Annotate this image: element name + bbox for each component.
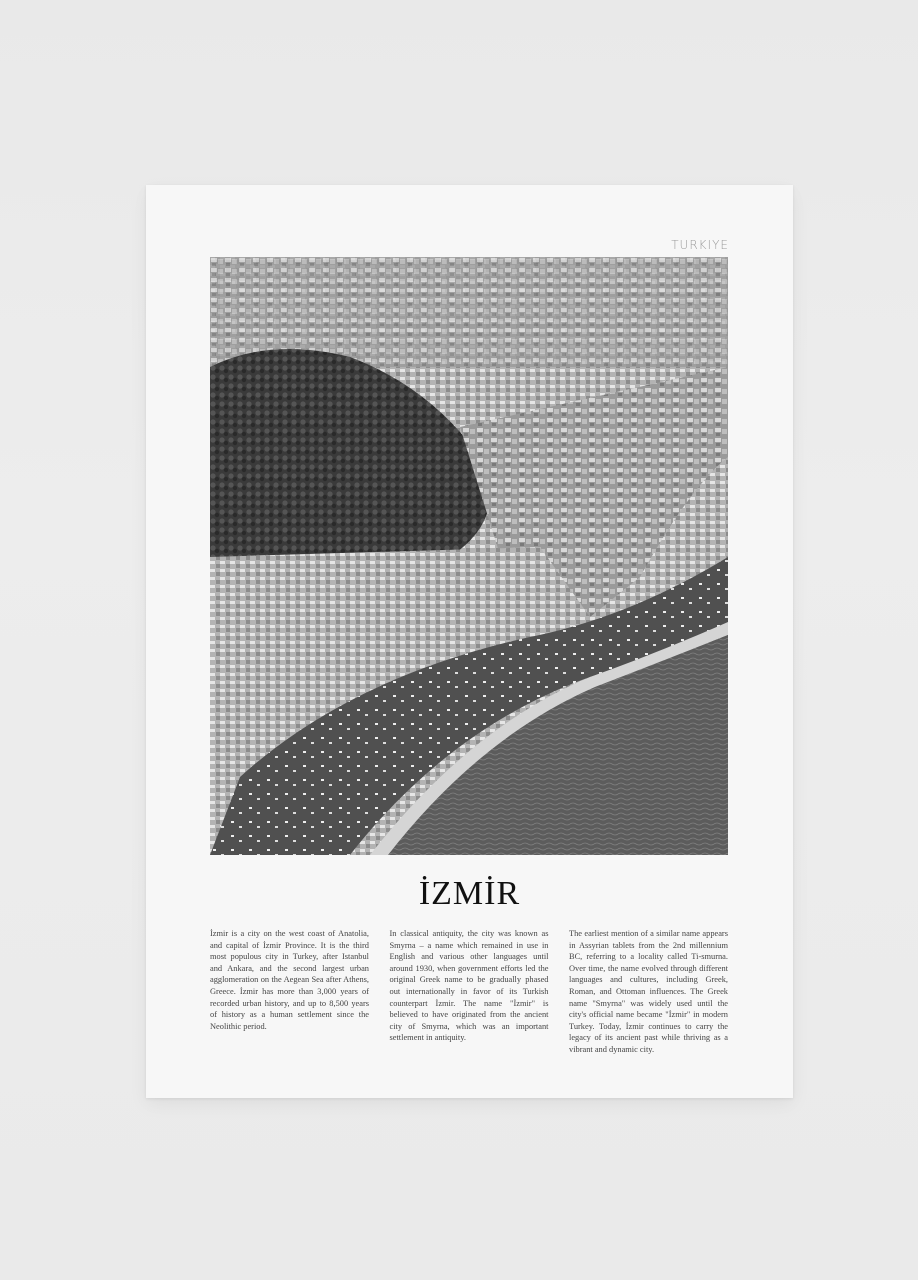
text-columns [210, 928, 728, 1056]
city-photo [210, 257, 728, 855]
text-column-2: In classical antiquity, the city was known as Smyrna – a name which remained in use in English and various other languages until around 1930, when government efforts led the original Greek name to be gradually phased out internationally in favor of its Turkish counterpart İzmir. The name "İzmir" is believed to have originated from the ancient city of Smyrna, which was an important settlement in antiquity. [389, 929, 549, 1043]
aerial-city-image [210, 257, 728, 855]
text-column-1: İzmir is a city on the west coast of Anatolia, and capital of İzmir Province. It is the third most populous city in Turkey, after Istanbul and Ankara, and the second largest urban agglomeration on the Aegean Sea after Athens, Greece. İzmir has more than 3,000 years of recorded urban history, and up to 8,500 years of history as a human settlement since the Neolithic period. [210, 929, 369, 1031]
poster [146, 185, 793, 1098]
country-label: TURKIYE [671, 238, 729, 252]
city-title: İZMİR [418, 875, 521, 912]
text-column-3: The earliest mention of a similar name appears in Assyrian tablets from the 2nd millennium BC, referring to a locality called Ti-smurna. Over time, the name evolved through different languages and cultures, including Greek, Roman, and Ottoman influences. The Greek name "Smyrna" was widely used until the city's official name became "İzmir" in modern Turkey. Today, İzmir continues to carry the legacy of its ancient past while thriving as a vibrant and dynamic city. [569, 929, 728, 1054]
